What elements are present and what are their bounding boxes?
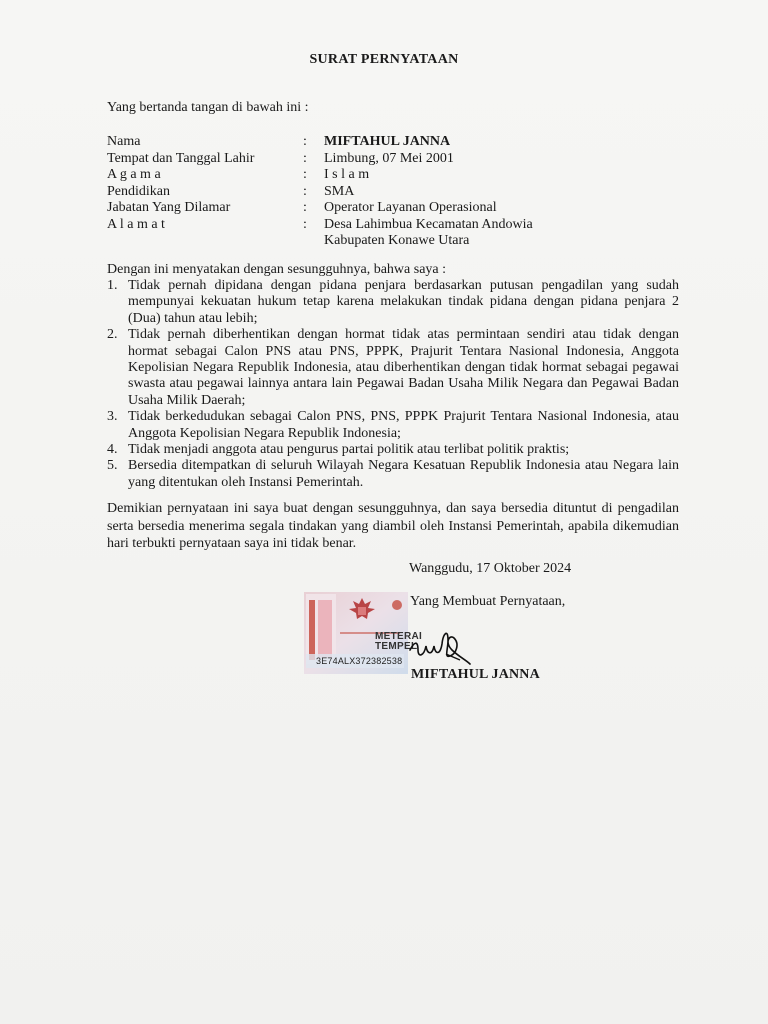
identity-value: MIFTAHUL JANNA [324, 134, 451, 149]
stamp-serial: 3E74ALX372382538 [316, 656, 403, 666]
identity-row-name [107, 134, 584, 151]
stamp-label-line2: TEMPEL [375, 641, 418, 652]
identity-label: Pendidikan [107, 183, 170, 199]
list-number: 5. [107, 458, 118, 474]
list-text: Tidak pernah diberhentikan dengan hormat tidak atas permintaan sendiri atau tidak dengan hormat sebagai Calon PNS atau PNS, PPPK, Prajurit Tentara Nasional Indonesia, Anggota Kepolisian Negara Republik Indonesia, atau diberhentikan dengan tidak hormat sebagai pegawai swasta atau pegawai lainnya antara lain Pegawai Badan Usaha Milik Negara dan Pegawai Badan Usaha Milik Daerah; [128, 327, 679, 408]
address-line-2: Kabupaten Konawe Utara [324, 233, 470, 248]
intro-text: Yang bertanda tangan di bawah ini : [107, 100, 309, 115]
signer-name: MIFTAHUL JANNA [411, 667, 540, 682]
list-item [107, 442, 679, 458]
list-text: Tidak pernah dipidana dengan pidana penjara berdasarkan putusan pengadilan yang sudah mempunyai kekuatan hukum tetap karena melakukan tindak pidana dengan pidana penjara 2 (Dua) tahun atau lebih; [128, 278, 679, 326]
list-number: 1. [107, 278, 118, 293]
list-item [107, 327, 679, 409]
identity-label: A g a m a [107, 167, 161, 182]
identity-row-birth [107, 151, 584, 168]
identity-separator: : [303, 167, 307, 182]
list-number: 2. [107, 327, 118, 343]
stamp-label-line1: METERAI [375, 631, 423, 642]
identity-value: SMA [324, 183, 355, 199]
address-line-1: Desa Lahimbua Kecamatan Andowia [324, 216, 533, 232]
identity-label: Jabatan Yang Dilamar [107, 200, 231, 215]
identity-label: A l a m a t [107, 216, 165, 232]
signature-icon [404, 620, 474, 668]
identity-row-education [107, 184, 584, 201]
identity-separator: : [303, 183, 307, 199]
statement-intro: Dengan ini menyatakan dengan sesungguhnya, bahwa saya : [107, 262, 447, 277]
identity-label: Tempat dan Tanggal Lahir [107, 150, 255, 166]
list-number: 4. [107, 442, 118, 458]
identity-value [324, 217, 584, 250]
identity-row-religion [107, 167, 584, 184]
identity-value: I s l a m [324, 167, 370, 182]
list-item [107, 409, 679, 442]
identity-value: Operator Layanan Operasional [324, 200, 497, 215]
identity-row-address [107, 217, 584, 250]
identity-row-position [107, 200, 584, 217]
document-title: SURAT PERNYATAAN [309, 52, 459, 67]
identity-separator: : [303, 134, 307, 149]
identity-separator: : [303, 150, 307, 166]
statement-list [107, 278, 679, 491]
list-item [107, 278, 679, 327]
list-item [107, 458, 679, 491]
list-text: Tidak berkedudukan sebagai Calon PNS, PNS, PPPK Prajurit Tentara Nasional Indonesia, atau Anggota Kepolisian Negara Republik Indonesia; [128, 409, 679, 441]
place-date: Wanggudu, 17 Oktober 2024 [409, 561, 572, 576]
list-text: Bersedia ditempatkan di seluruh Wilayah Negara Kesatuan Republik Indonesia atau Negara lain yang ditentukan oleh Instansi Pemerintah. [128, 458, 679, 490]
identity-separator: : [303, 200, 307, 215]
list-text: Tidak menjadi anggota atau pengurus partai politik atau terlibat politik praktis; [128, 442, 570, 458]
identity-separator: : [303, 216, 307, 232]
identity-table [107, 134, 584, 250]
identity-value: Limbung, 07 Mei 2001 [324, 150, 454, 166]
identity-label: Nama [107, 134, 141, 149]
maker-label: Yang Membuat Pernyataan, [410, 594, 566, 609]
list-number: 3. [107, 409, 118, 425]
closing-paragraph: Demikian pernyataan ini saya buat dengan sesungguhnya, dan saya bersedia dituntut di pengadilan serta bersedia menerima segala tindakan yang diambil oleh Instansi Pemerintah, apabila dikemudian hari terbukti pernyataan saya ini tidak benar. [107, 501, 679, 551]
